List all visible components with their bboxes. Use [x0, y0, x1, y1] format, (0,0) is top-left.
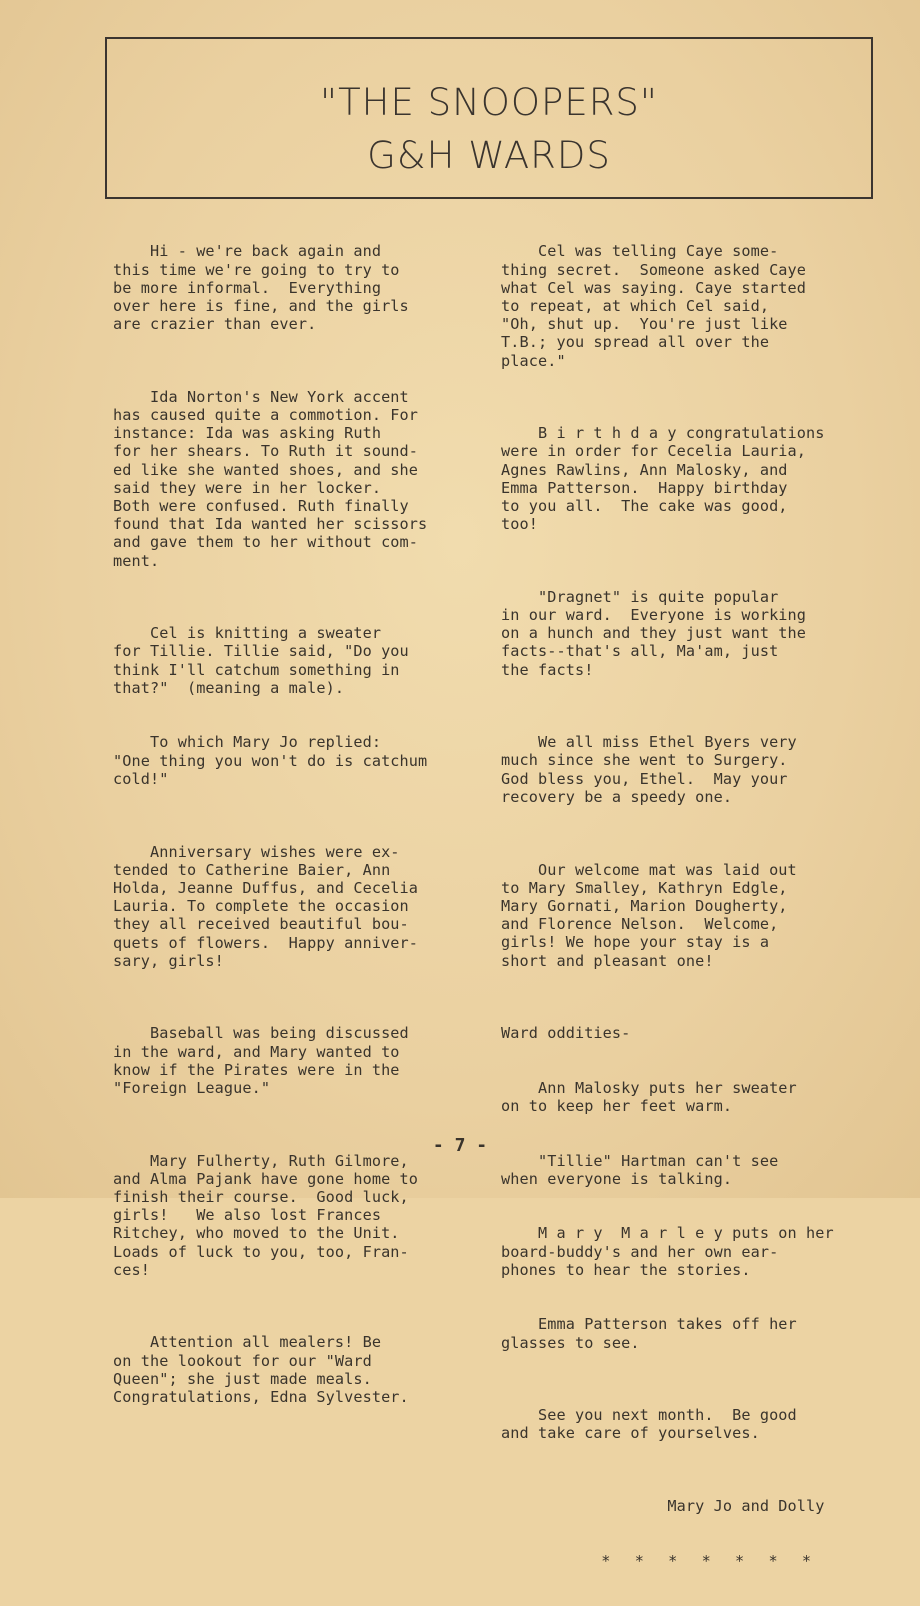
paragraph-gone-home: Mary Fulherty, Ruth Gilmore, and Alma Pajank have gone home to finish their course. Good luck, girls! We also lost Frances Ritchey, who moved to the Unit. Loads of luck to you, too, Fran- ces!: [113, 1151, 419, 1279]
paragraph-mary-jo-reply: To which Mary Jo replied: "One thing you won't do is catchum cold!": [113, 733, 428, 788]
title-snoopers: "THE SNOOPERS": [320, 81, 658, 124]
paragraph-welcome-mat: Our welcome mat was laid out to Mary Smalley, Kathryn Edgle, Mary Gornati, Marion Dougherty, and Florence Nelson. Welcome, girls! We hope your stay is a short and pleasant one!: [501, 860, 797, 970]
title-wards: G&H WARDS: [367, 134, 611, 177]
left-column: [113, 206, 485, 1461]
paragraph-cel-secret: Cel was telling Caye some- thing secret. Someone asked Caye what Cel was saying. Caye started to repeat, at which Cel said, "Oh, shut up. You're just like T.B.; you spread all over the place.": [501, 242, 807, 370]
paragraph-baseball: Baseball was being discussed in the ward, and Mary wanted to know if the Pirates were in the "Foreign League.": [113, 1024, 409, 1097]
paragraph-anniversary: Anniversary wishes were ex- tended to Catherine Baier, Ann Holda, Jeanne Duffus, and Cecelia Lauria. To complete the occasion they all received beautiful bou- quets of flowers. Happy anniver- sary, girls!: [113, 842, 419, 970]
paragraph-intro: Hi - we're back again and this time we're going to try to be more informal. Everything over here is fine, and the girls are crazier than ever.: [113, 242, 409, 334]
paragraph-dragnet: "Dragnet" is quite popular in our ward. Everyone is working on a hunch and they just want the facts--that's all, Ma'am, just the facts!: [501, 587, 807, 679]
oddity-earphones: M a r y M a r l e y puts on her board-buddy's and her own ear- phones to hear the stories.: [501, 1224, 834, 1279]
heading-ward-oddities: Ward oddities-: [501, 1024, 631, 1043]
oddity-glasses: Emma Patterson takes off her glasses to see.: [501, 1315, 797, 1352]
paragraph-sign-off: See you next month. Be good and take care of yourselves.: [501, 1406, 797, 1443]
paragraph-cel-knitting: Cel is knitting a sweater for Tillie. Tillie said, "Do you think I'll catchum something in that?" (meaning a male).: [113, 624, 409, 697]
star-divider: * * * * * * *: [501, 1551, 814, 1570]
paragraph-birthday: B i r t h d a y congratulations were in order for Cecelia Lauria, Agnes Rawlins, Ann Malosky, and Emma Patterson. Happy birthday to you all. The cake was good, too!: [501, 424, 825, 534]
page-number: - 7 -: [432, 1135, 488, 1156]
paragraph-ward-queen: Attention all mealers! Be on the lookout for our "Ward Queen"; she just made meals. Congratulations, Edna Sylvester.: [113, 1333, 409, 1406]
oddity-tillie: "Tillie" Hartman can't see when everyone is talking.: [501, 1151, 779, 1188]
header-box: [105, 37, 873, 199]
paragraph-ethel-byers: We all miss Ethel Byers very much since she went to Surgery. God bless you, Ethel. May your recovery be a speedy one.: [501, 733, 797, 806]
right-column: [501, 206, 871, 1606]
paragraph-ida-accent: Ida Norton's New York accent has caused quite a commotion. For instance: Ida was asking Ruth for her shears. To Ruth it sound- ed like she wanted shoes, and she said they were in her locker. Both were confused. Ruth finally found that Ida wanted her scissors and gave them to her without com- ment.: [113, 387, 428, 570]
oddity-sweater: Ann Malosky puts her sweater on to keep her feet warm.: [501, 1078, 797, 1115]
signature: Mary Jo and Dolly: [501, 1497, 825, 1515]
